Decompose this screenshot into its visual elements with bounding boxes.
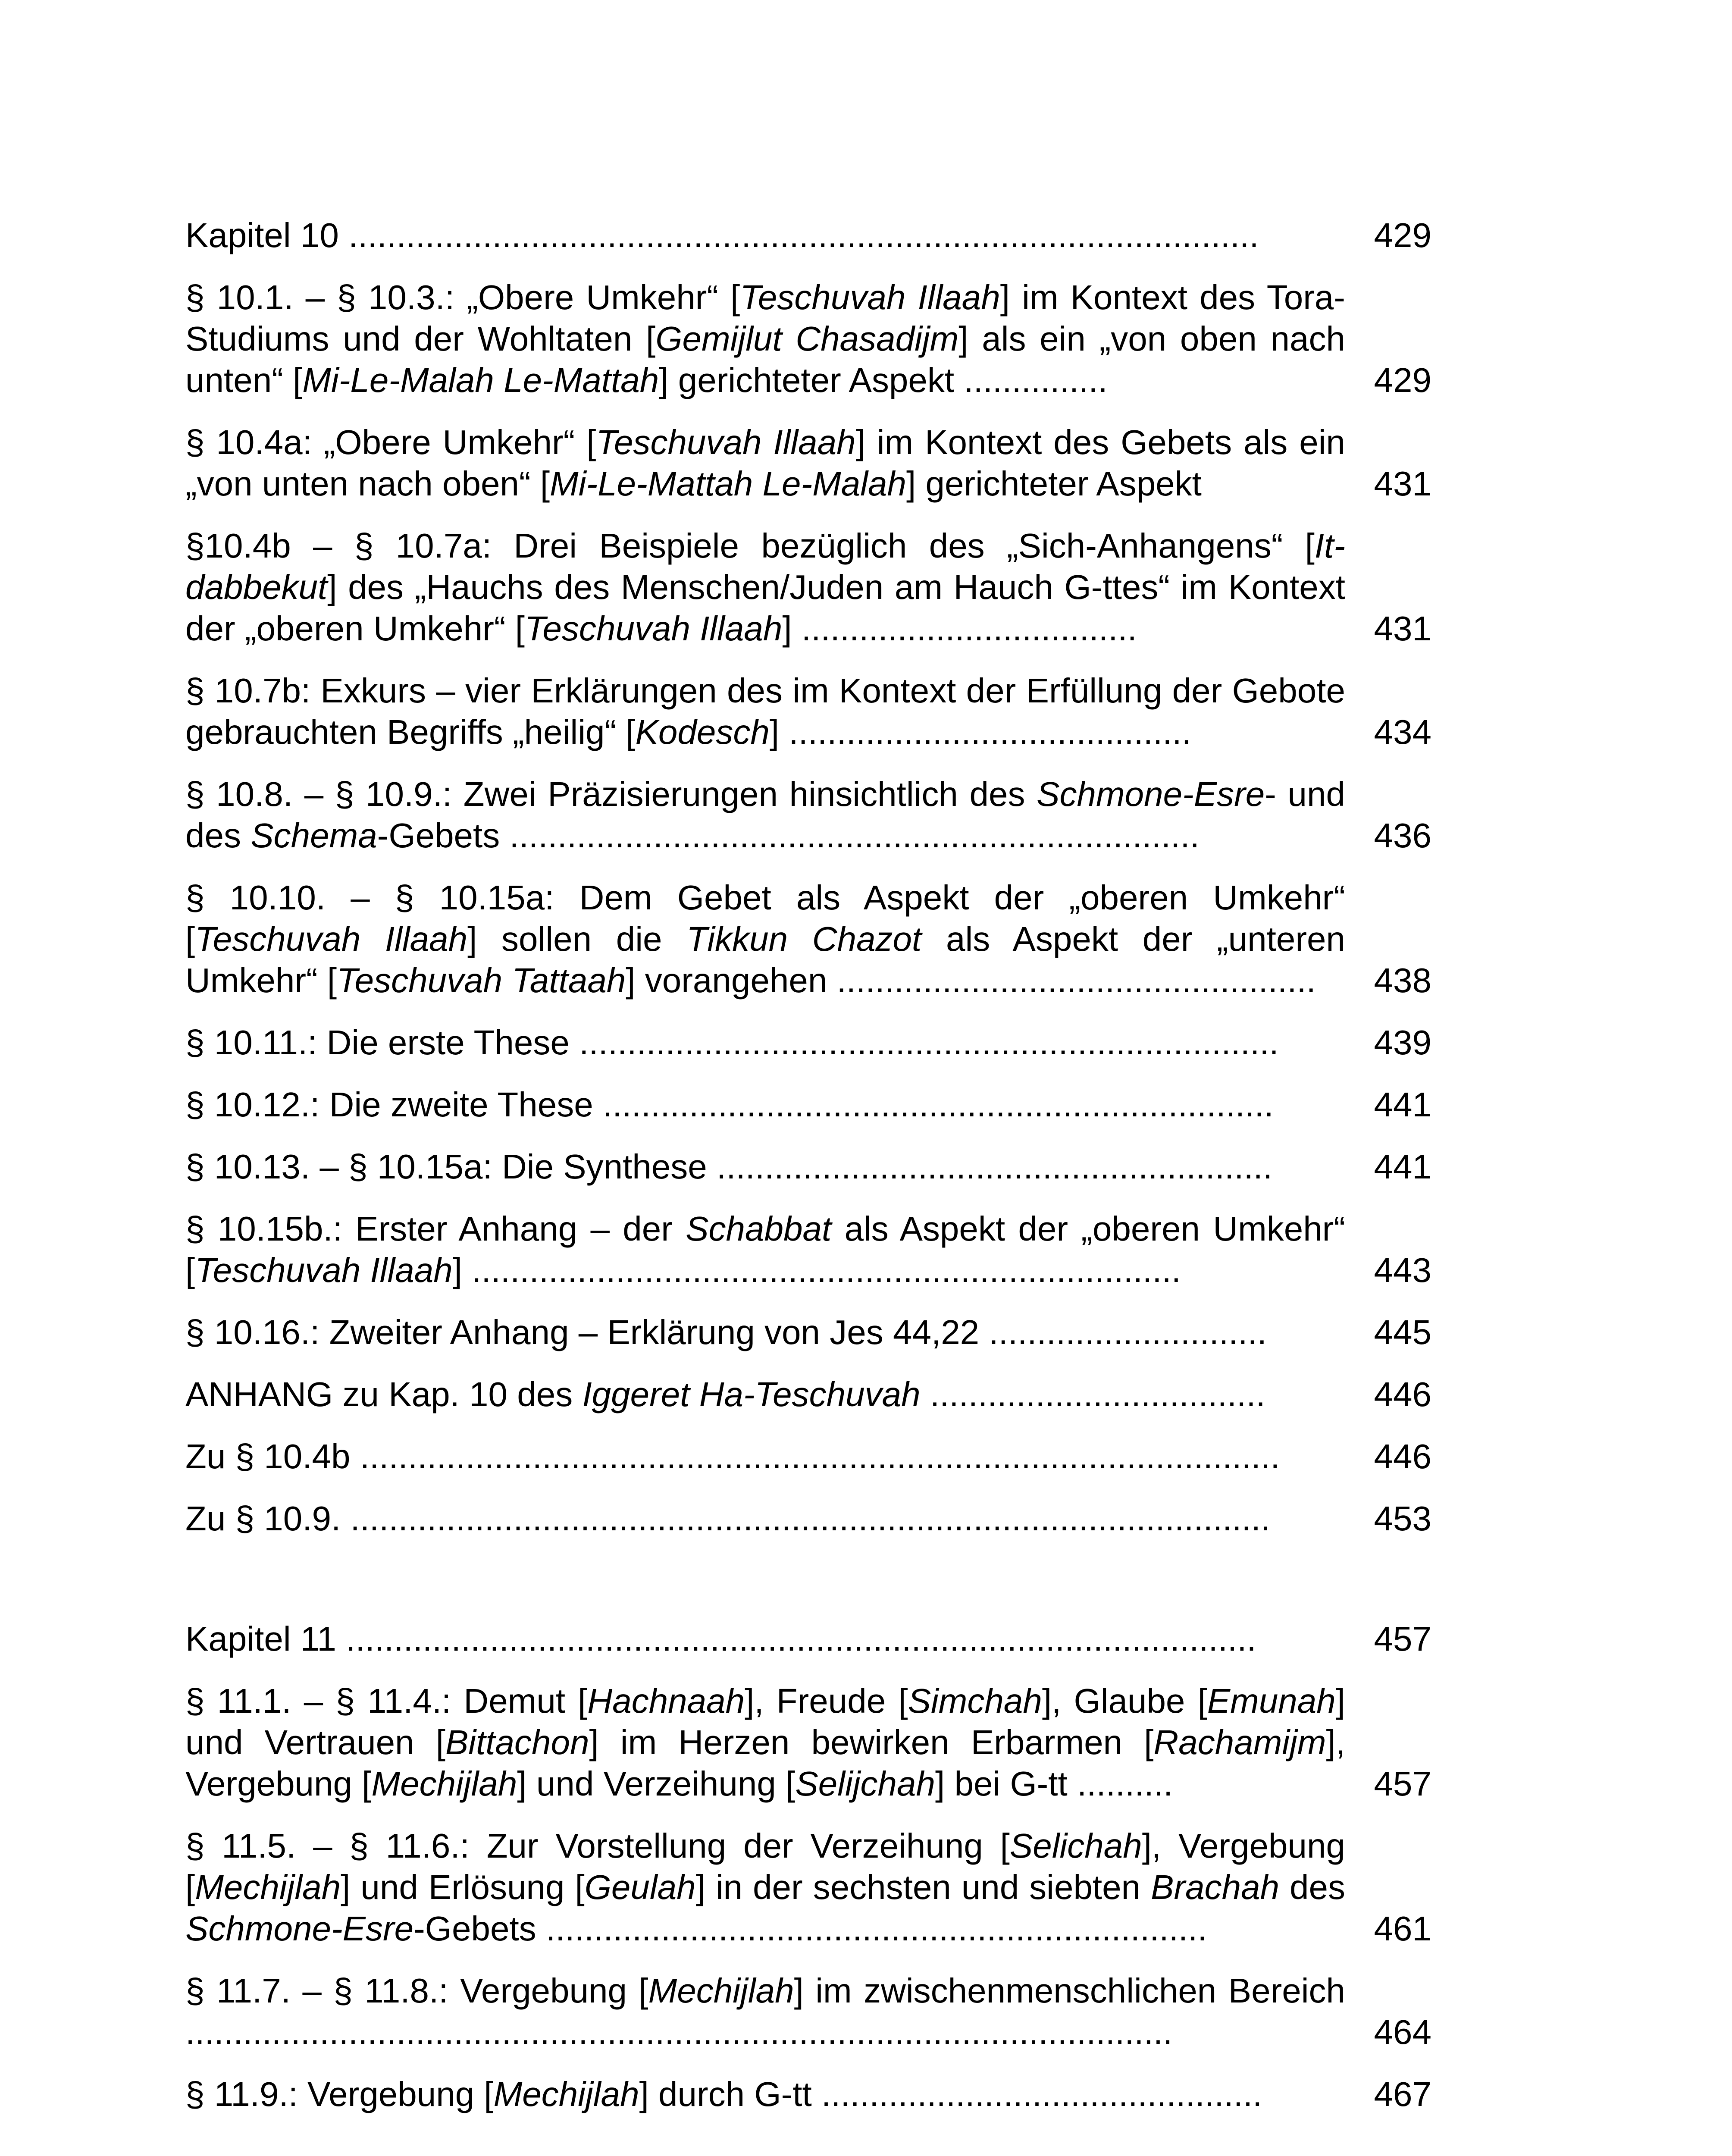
entry-term: Schema [251, 816, 377, 855]
entry-text-part: ], Vergebung [ [185, 1827, 1345, 1906]
toc-entry-10-1[interactable] [185, 277, 1431, 401]
toc-entry-10-10[interactable] [185, 877, 1431, 1001]
page-number: 431 [1374, 609, 1431, 648]
toc-entry-text [185, 1970, 1345, 2053]
entry-text-part: § 10.7b: Exkurs – vier Erklärungen des im Kontext der Erfüllung der Gebote gebrauchten Begriffs „heilig“ [ [185, 671, 1345, 751]
entry-term: Bittachon [445, 1723, 589, 1761]
leader-dots: .............................................. [811, 2075, 1262, 2113]
page-number: 431 [1374, 464, 1431, 503]
entry-text-part: ], Freude [ [745, 1682, 908, 1720]
entry-text-part: -Gebets [377, 816, 500, 855]
entry-text-part: - und des [185, 775, 1346, 855]
toc-entry-text [185, 1312, 1345, 1353]
leader-dots: .......................................................................... [462, 1251, 1181, 1289]
entry-term: Brachah [1151, 1868, 1280, 1906]
entry-text-part: ] im Kontext des Tora-Studiums und der Wohltaten [ [185, 278, 1346, 358]
leader-dots: ........................................................................ [500, 816, 1200, 855]
entry-text-part: ] des „Hauchs des Menschen/Juden am Hauch G-ttes“ im Kontext der „oberen Umkehr“ [ [185, 568, 1345, 648]
entry-text-part: § 10.11.: Die erste These [185, 1023, 570, 1062]
entry-term: Schmone-Esre [185, 1909, 414, 1948]
entry-term: It-dabbekut [185, 526, 1345, 606]
entry-term: Schmone-Esre [1037, 775, 1265, 813]
toc-entry-text [185, 1208, 1345, 1291]
page-number: 429 [1374, 361, 1431, 399]
entry-text-part: -Gebets [413, 1909, 536, 1948]
toc-entry-text [185, 1498, 1345, 1539]
toc-entry-text [185, 774, 1345, 856]
toc-entry-text [185, 1680, 1345, 1805]
leader-dots: ....................................................................................................... [185, 2013, 1173, 2051]
entry-text-part: § 10.12.: Die zweite These [185, 1085, 593, 1124]
entry-text-part: § 10.10. – § 10.15a: Dem Gebet als Aspekt der „oberen Umkehr“ [ [185, 878, 1345, 958]
toc-entry-10-13[interactable] [185, 1146, 1431, 1188]
entry-term: Mi-Le-Malah Le-Mattah [302, 361, 659, 399]
entry-text-part: ] bei G-tt [935, 1764, 1068, 1803]
page-number: 461 [1374, 1909, 1431, 1948]
entry-term: Teschuvah Illaah [596, 423, 856, 461]
entry-term: Teschuvah Illaah [195, 1251, 453, 1289]
leader-dots: ...................................................................... [593, 1085, 1274, 1124]
table-of-contents [185, 215, 1431, 2136]
entry-text-part: § 11.5. – § 11.6.: Zur Vorstellung der Verzeihung [ [185, 1827, 1010, 1865]
toc-entry-11-9[interactable] [185, 2074, 1431, 2115]
entry-term: Kodesch [635, 713, 770, 751]
toc-entry-10-11[interactable] [185, 1022, 1431, 1063]
toc-entry-text [185, 1374, 1345, 1415]
toc-entry-text [185, 1436, 1345, 1477]
toc-entry-10-15b[interactable] [185, 1208, 1431, 1291]
entry-text-part: ] in der sechsten und siebten [695, 1868, 1151, 1906]
entry-text-part: § 10.8. – § 10.9.: Zwei Präzisierungen hinsichtlich des [185, 775, 1037, 813]
toc-entry-zu-10-9[interactable] [185, 1498, 1431, 1539]
toc-entry-text [185, 670, 1345, 753]
toc-entry-10-8[interactable] [185, 774, 1431, 856]
entry-text-part: ] im Herzen bewirken Erbarmen [ [589, 1723, 1154, 1761]
leader-dots: ......................................................................... [569, 1023, 1279, 1062]
entry-term: Rachamijm [1153, 1723, 1326, 1761]
entry-term: Mi-Le-Mattah Le-Malah [550, 464, 907, 503]
page-number: 457 [1374, 1620, 1431, 1658]
entry-term: Geulah [584, 1868, 696, 1906]
entry-term: Mechijlah [648, 1971, 794, 2010]
entry-text-part: Zu § 10.9. [185, 1499, 341, 1538]
entry-text-part: ] im Kontext des Gebets als ein „von unten nach oben“ [ [185, 423, 1345, 503]
entry-term: Hachnaah [587, 1682, 745, 1720]
leader-dots: ............................. [979, 1313, 1267, 1351]
entry-text-part: § 11.7. – § 11.8.: Vergebung [ [185, 1971, 648, 2010]
page-number: 439 [1374, 1023, 1431, 1062]
page-number: 457 [1374, 1764, 1431, 1803]
entry-term: Teschuvah Illaah [524, 609, 783, 648]
entry-term: Schabbat [686, 1210, 832, 1248]
leader-dots: .......................................... [779, 713, 1191, 751]
page-number: 467 [1374, 2075, 1431, 2113]
page-number: 446 [1374, 1437, 1431, 1476]
toc-entry-kapitel-11[interactable] [185, 1618, 1431, 1660]
page-number: 441 [1374, 1085, 1431, 1124]
entry-text-part: des [1279, 1868, 1345, 1906]
entry-text-part: als Aspekt der „unteren Umkehr“ [ [185, 920, 1346, 1000]
page-number: 445 [1374, 1313, 1431, 1351]
leader-dots: ................................................................................................ [350, 1437, 1280, 1476]
toc-entry-10-7b[interactable] [185, 670, 1431, 753]
toc-entry-10-12[interactable] [185, 1084, 1431, 1125]
entry-term: Mechijlah [195, 1868, 341, 1906]
entry-text-part: ] sollen die [467, 920, 687, 958]
page-number: 441 [1374, 1147, 1431, 1186]
entry-text-part: ] gerichteter Aspekt [659, 361, 955, 399]
entry-text-part: ] im zwischenmenschlichen Bereich [794, 1971, 1345, 2010]
page-number: 434 [1374, 713, 1431, 751]
leader-dots: .................................................. [827, 961, 1316, 1000]
toc-entry-10-4b[interactable] [185, 525, 1431, 649]
toc-entry-text [185, 422, 1345, 505]
toc-entry-text [185, 877, 1345, 1001]
entry-text-part: § 10.1. – § 10.3.: „Obere Umkehr“ [ [185, 278, 740, 317]
entry-term: Gemijlut Chasadijm [655, 320, 959, 358]
toc-entry-zu-10-4b[interactable] [185, 1436, 1431, 1477]
chapter-spacer [185, 1560, 1431, 1618]
entry-text-part: ] und Vertrauen [ [185, 1682, 1346, 1761]
leader-dots: ............................................................................................... [346, 1620, 1256, 1658]
page-number: 464 [1374, 2013, 1431, 2051]
page-number: 436 [1374, 816, 1431, 855]
entry-term: Teschuvah Illaah [740, 278, 1000, 317]
leader-dots: ............................................................................................... [348, 216, 1259, 254]
leader-dots: ..................................................................... [536, 1909, 1207, 1948]
chapter-title: Kapitel 10 [185, 216, 339, 254]
toc-entry-10-4a[interactable] [185, 422, 1431, 505]
page-number: 446 [1374, 1375, 1431, 1413]
toc-entry-text [185, 1084, 1345, 1125]
leader-dots: .......................................................... [707, 1147, 1273, 1186]
chapter-title: Kapitel 11 [185, 1620, 336, 1658]
toc-entry-text [185, 2074, 1345, 2115]
leader-dots: ................................................................................................ [341, 1499, 1271, 1538]
entry-text-part: § 11.1. – § 11.4.: Demut [ [185, 1682, 588, 1720]
entry-text-part: §10.4b – § 10.7a: Drei Beispiele bezüglich des „Sich-Anhangens“ [ [185, 526, 1315, 565]
toc-entry-11-1[interactable] [185, 1680, 1431, 1805]
entry-text-part: ] und Erlösung [ [341, 1868, 585, 1906]
entry-text-part: ] und Verzeihung [ [517, 1764, 796, 1803]
toc-entry-text [185, 525, 1345, 649]
entry-text-part: Zu § 10.4b [185, 1437, 351, 1476]
entry-term: Selijchah [795, 1764, 935, 1803]
entry-text-part: § 10.13. – § 10.15a: Die Synthese [185, 1147, 707, 1186]
entry-text-part: ANHANG zu Kap. 10 des [185, 1375, 583, 1413]
entry-text-part: ], Vergebung [ [185, 1723, 1345, 1803]
leader-dots: ............... [954, 361, 1108, 399]
toc-entry-11-7[interactable] [185, 1970, 1431, 2053]
entry-text-part: ] als ein „von oben nach unten“ [ [185, 320, 1346, 399]
entry-text-part: § 11.9.: Vergebung [ [185, 2075, 494, 2113]
entry-text-part: ] durch G-tt [639, 2075, 812, 2113]
leader-dots: ................................... [792, 609, 1137, 648]
entry-text-part: ] [452, 1251, 462, 1289]
toc-entry-text [185, 1146, 1345, 1188]
entry-text-part: ] gerichteter Aspekt [906, 464, 1202, 503]
page-number: 429 [1374, 216, 1431, 254]
entry-term: Iggeret Ha-Teschuvah [582, 1375, 921, 1413]
entry-term: Selichah [1009, 1827, 1142, 1865]
entry-term: Simchah [908, 1682, 1042, 1720]
toc-entry-text [185, 1825, 1345, 1949]
entry-term: Teschuvah Tattaah [337, 961, 626, 1000]
entry-text-part: ] [782, 609, 792, 648]
entry-text-part: § 10.4a: „Obere Umkehr“ [ [185, 423, 596, 461]
entry-text-part: § 10.15b.: Erster Anhang – der [185, 1210, 686, 1248]
entry-term: Emunah [1207, 1682, 1336, 1720]
toc-entry-text [185, 1618, 1345, 1660]
entry-term: Tikkun Chazot [686, 920, 922, 958]
page-number: 443 [1374, 1251, 1431, 1289]
entry-term: Mechijlah [371, 1764, 517, 1803]
leader-dots: .......... [1067, 1764, 1173, 1803]
toc-entry-kapitel-10[interactable] [185, 215, 1431, 256]
toc-entry-text [185, 277, 1345, 401]
entry-term: Teschuvah Illaah [195, 920, 468, 958]
leader-dots: ................................... [920, 1375, 1265, 1413]
toc-entry-10-16[interactable] [185, 1312, 1431, 1353]
entry-text-part: § 10.16.: Zweiter Anhang – Erklärung von Jes 44,22 [185, 1313, 980, 1351]
toc-entry-text [185, 1022, 1345, 1063]
entry-text-part: als Aspekt der „oberen Umkehr“ [ [185, 1210, 1346, 1289]
toc-entry-11-5[interactable] [185, 1825, 1431, 1949]
page-number: 453 [1374, 1499, 1431, 1538]
entry-term: Mechijlah [493, 2075, 639, 2113]
toc-entry-text [185, 215, 1345, 256]
entry-text-part: ] [769, 713, 780, 751]
page-number: 438 [1374, 961, 1431, 1000]
entry-text-part: ] vorangehen [626, 961, 827, 1000]
entry-text-part: ], Glaube [ [1042, 1682, 1207, 1720]
toc-entry-anhang[interactable] [185, 1374, 1431, 1415]
